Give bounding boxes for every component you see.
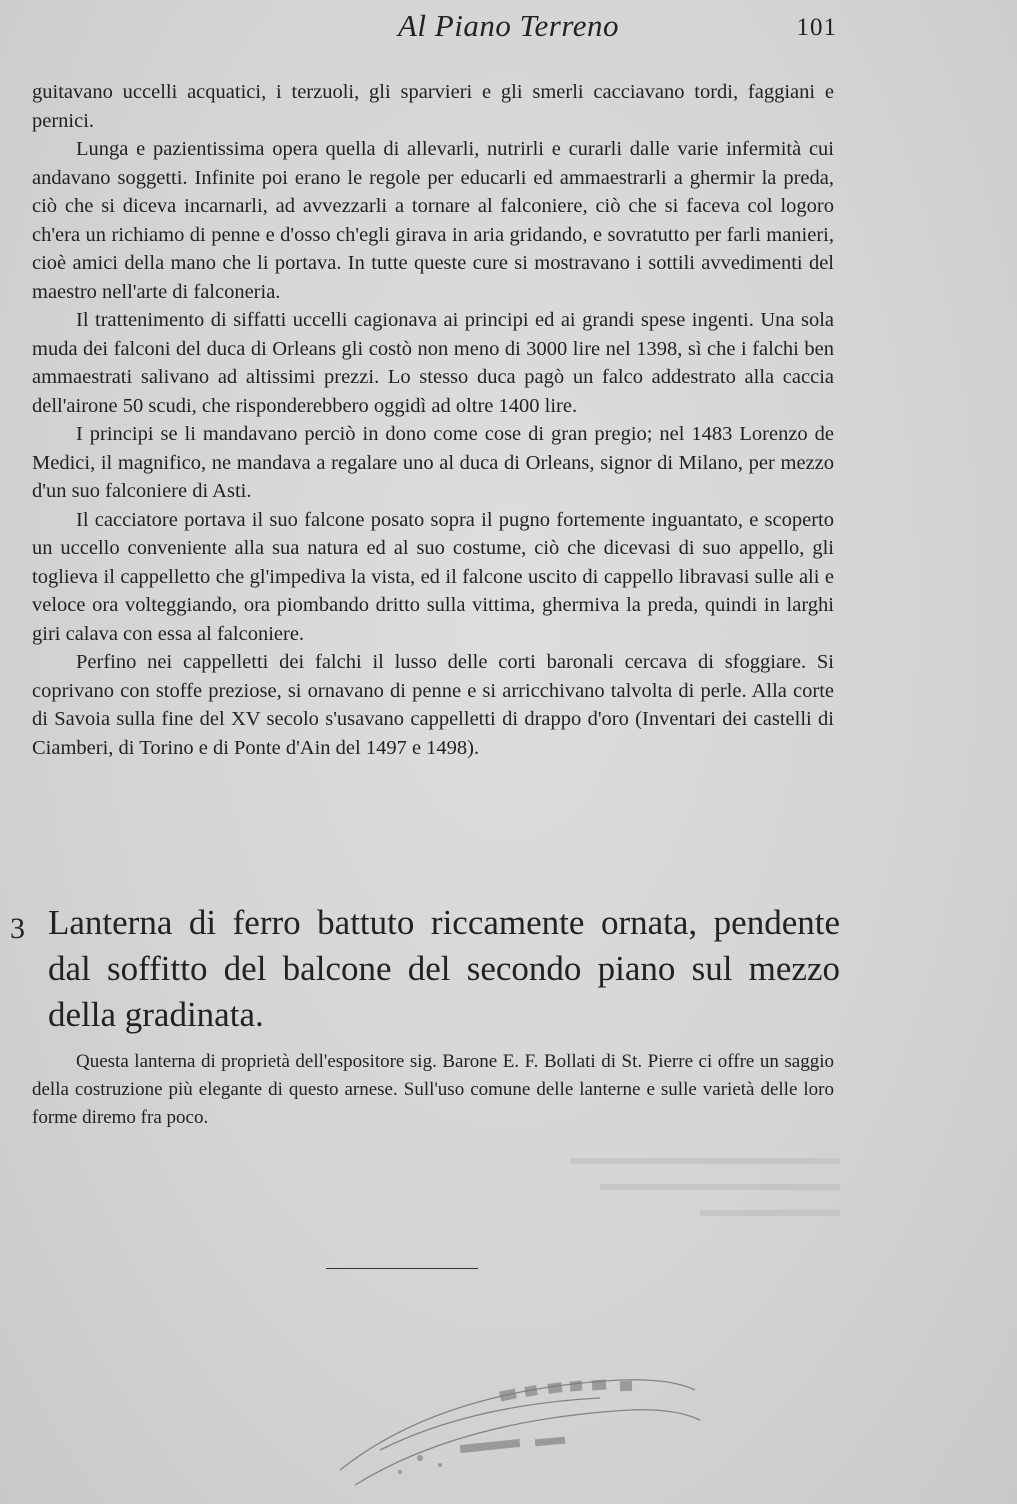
entry-number: 3 — [10, 912, 25, 945]
paragraph: Lunga e pazientissima opera quella di allevarli, nutrirli e curarli dalle varie infermità cui andavano soggetti. Infinite poi erano le regole per educarli ed ammaestrarli a ghermir la preda, ciò che si diceva incarnarli, ad avvezzarli a tornare al falconiere, ciò che si faceva col logoro ch'era un richiamo di penne e d'osso ch'egli girava in aria gridando, e sovratutto per farli manieri, cioè amici della mano che li portava. In tutte queste cure si mostravano i sottili avvedimenti del maestro nell'arte di falconeria. — [32, 138, 834, 303]
page-header — [0, 8, 1017, 50]
page-number: 101 — [796, 14, 837, 41]
paragraph: I principi se li mandavano perciò in dono come cose di gran pregio; nel 1483 Lorenzo de Medici, il magnifico, ne mandava a regalare uno al duca di Orleans, signor di Milano, per mezzo d'un suo falconiere di Asti. — [32, 423, 834, 502]
section-rule — [326, 1268, 478, 1269]
show-through-bleed — [560, 1138, 860, 1248]
paragraph: Perfino nei cappelletti dei falchi il lusso delle corti baronali cercava di sfoggiare. Si coprivano con stoffe preziose, si ornavano di penne e si arricchivano talvolta di perle. Alla corte di Savoia sulla fine del XV secolo s'usavano cappelletti di drappo d'oro (Inventari dei castelli di Ciamberi, di Torino e di Ponte d'Ain del 1497 e 1498). — [32, 651, 834, 759]
entry-description: Questa lanterna di proprietà dell'espositore sig. Barone E. F. Bollati di St. Pierre ci offre un saggio della costruzione più elegante di questo arnese. Sull'uso comune delle lanterne e sulle varietà delle loro forme diremo fra poco. — [32, 1051, 834, 1128]
running-title: Al Piano Terreno — [398, 8, 619, 43]
entry-heading: Lanterna di ferro battuto riccamente ornata, pendente dal soffitto del balcone del secondo piano sul mezzo della gradinata. — [48, 903, 840, 1034]
paragraph: Il cacciatore portava il suo falcone posato sopra il pugno fortemente inguantato, e scoperto un uccello conveniente alla sua natura ed al suo costume, ciò che dicevasi di suo appello, gli toglieva il cappelletto che gl'impediva la vista, ed il falcone uscito di cappello libravasi sulle ali e veloce ora volteggiando, ora piombando dritto sulla vittima, ghermiva la preda, quindi in larghi giri calava con essa al falconiere. — [32, 508, 834, 645]
body-text — [32, 78, 834, 762]
catalog-entry — [10, 900, 840, 1038]
paragraph: Il trattenimento di siffatti uccelli cagionava ai principi ed ai grandi spese ingenti. Una sola muda dei falconi del duca di Orleans gli costò non meno di 3000 lire nel 1398, sì che i falchi ben ammaestrati salivano ad altissimi prezzi. Lo stesso duca pagò un falco addestrato alla caccia dell'airone 50 scudi, che risponderebbero oggidì ad oltre 1400 lire. — [32, 309, 834, 417]
library-stamp — [320, 1350, 710, 1490]
paragraph: guitavano uccelli acquatici, i terzuoli, gli sparvieri e gli smerli cacciavano tordi, faggiani e pernici. — [32, 81, 834, 132]
